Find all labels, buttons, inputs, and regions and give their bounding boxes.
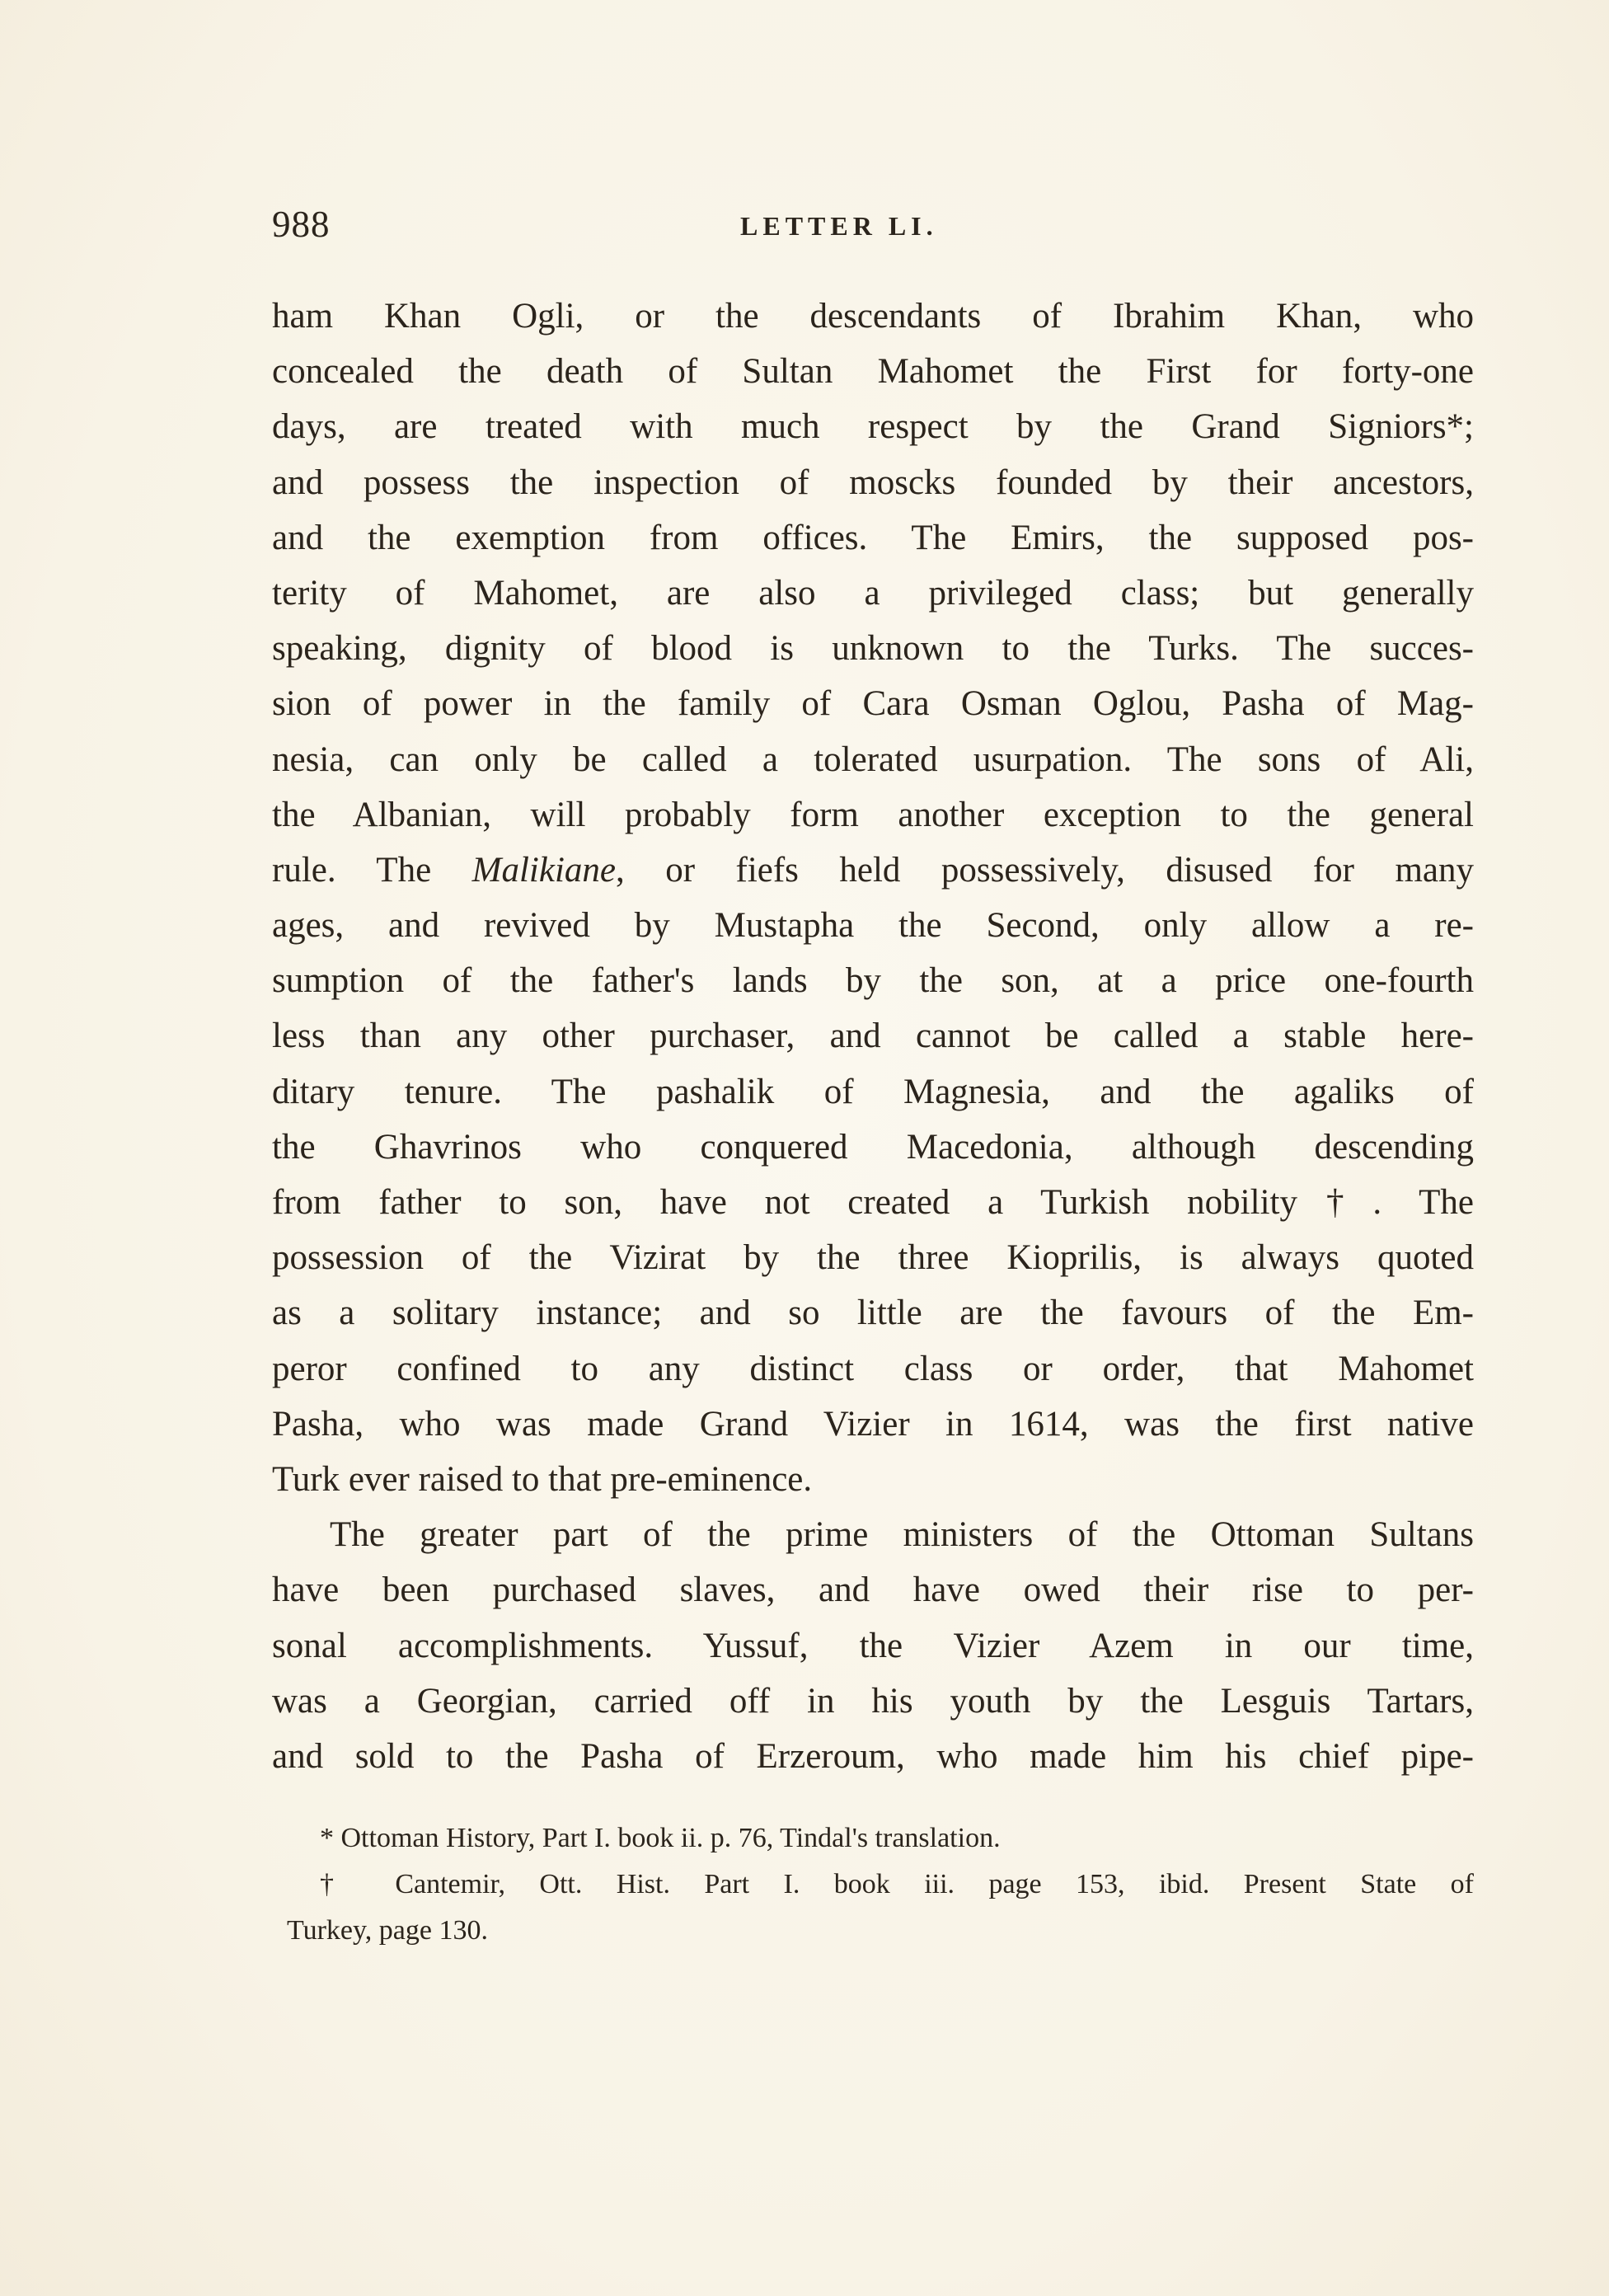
text-line: ham Khan Ogli, or the descendants of Ibrahim Khan, who: [272, 297, 1474, 336]
page-number: 988: [272, 204, 331, 245]
text-line: less than any other purchaser, and cannot be called a stable here-: [272, 1017, 1474, 1056]
text-line: The greater part of the prime ministers of the Ottoman Sultans: [330, 1515, 1474, 1555]
italic-term-malikiane: Malikiane: [471, 850, 616, 890]
footnotes: [287, 1815, 1474, 1954]
text-line: peror confined to any distinct class or order, that Mahomet: [272, 1349, 1474, 1388]
text-line: terity of Mahomet, are also a privileged class; but generally: [272, 573, 1474, 613]
text-line: from father to son, have not created a Turkish nobility†. The: [272, 1183, 1474, 1222]
text-line: possession of the Vizirat by the three Kioprilis, is always quoted: [272, 1238, 1474, 1278]
text-line: ditary tenure. The pashalik of Magnesia, and the agaliks of: [272, 1072, 1474, 1111]
text-line: sion of power in the family of Cara Osman Oglou, Pasha of Mag-: [272, 684, 1474, 724]
text-line: as a solitary instance; and so little are the favours of the Em-: [272, 1294, 1474, 1333]
text-line: and the exemption from offices. The Emirs, the supposed pos-: [272, 518, 1474, 557]
text-line: and sold to the Pasha of Erzeroum, who made him his chief pipe-: [272, 1736, 1474, 1776]
body-text: [272, 289, 1474, 1784]
text-line: speaking, dignity of blood is unknown to the Turks. The succes-: [272, 629, 1474, 669]
text-line: Turk ever raised to that pre-eminence.: [272, 1459, 813, 1499]
paragraph-1: [272, 289, 1474, 1507]
text-line: the Albanian, will probably form another exception to the general: [272, 795, 1474, 834]
text-line: Pasha, who was made Grand Vizier in 1614, was the first native: [272, 1404, 1474, 1444]
paragraph-2: [272, 1507, 1474, 1784]
footnote-1: * Ottoman History, Part I. book ii. p. 76, Tindal's translation.: [320, 1823, 1001, 1853]
text-fragment: rule. The: [272, 850, 472, 890]
text-line: ages, and revived by Mustapha the Second, only allow a re-: [272, 906, 1474, 946]
text-line-with-italic: [272, 843, 1474, 898]
page-header: [272, 203, 1474, 252]
text-line: have been purchased slaves, and have owed their rise to per-: [272, 1571, 1474, 1610]
footnote-2-continued: Turkey, page 130.: [287, 1915, 488, 1946]
footnote-2: † Cantemir, Ott. Hist. Part I. book iii. page 153, ibid. Present State of: [320, 1869, 1474, 1899]
text-line: concealed the death of Sultan Mahomet the First for forty-one: [272, 352, 1474, 392]
text-fragment: , or fiefs held possessively, disused for many: [615, 850, 1474, 890]
running-head: LETTER LI.: [740, 211, 938, 241]
text-line: was a Georgian, carried off in his youth by the Lesguis Tartars,: [272, 1681, 1474, 1721]
text-line: nesia, can only be called a tolerated usurpation. The sons of Ali,: [272, 740, 1474, 779]
text-line: and possess the inspection of moscks founded by their ancestors,: [272, 462, 1474, 502]
text-line: sonal accomplishments. Yussuf, the Vizier Azem in our time,: [272, 1626, 1474, 1665]
text-line: days, are treated with much respect by the Grand Signiors*;: [272, 407, 1474, 447]
text-line: the Ghavrinos who conquered Macedonia, although descending: [272, 1127, 1474, 1167]
text-line: sumption of the father's lands by the son, at a price one-fourth: [272, 961, 1474, 1001]
